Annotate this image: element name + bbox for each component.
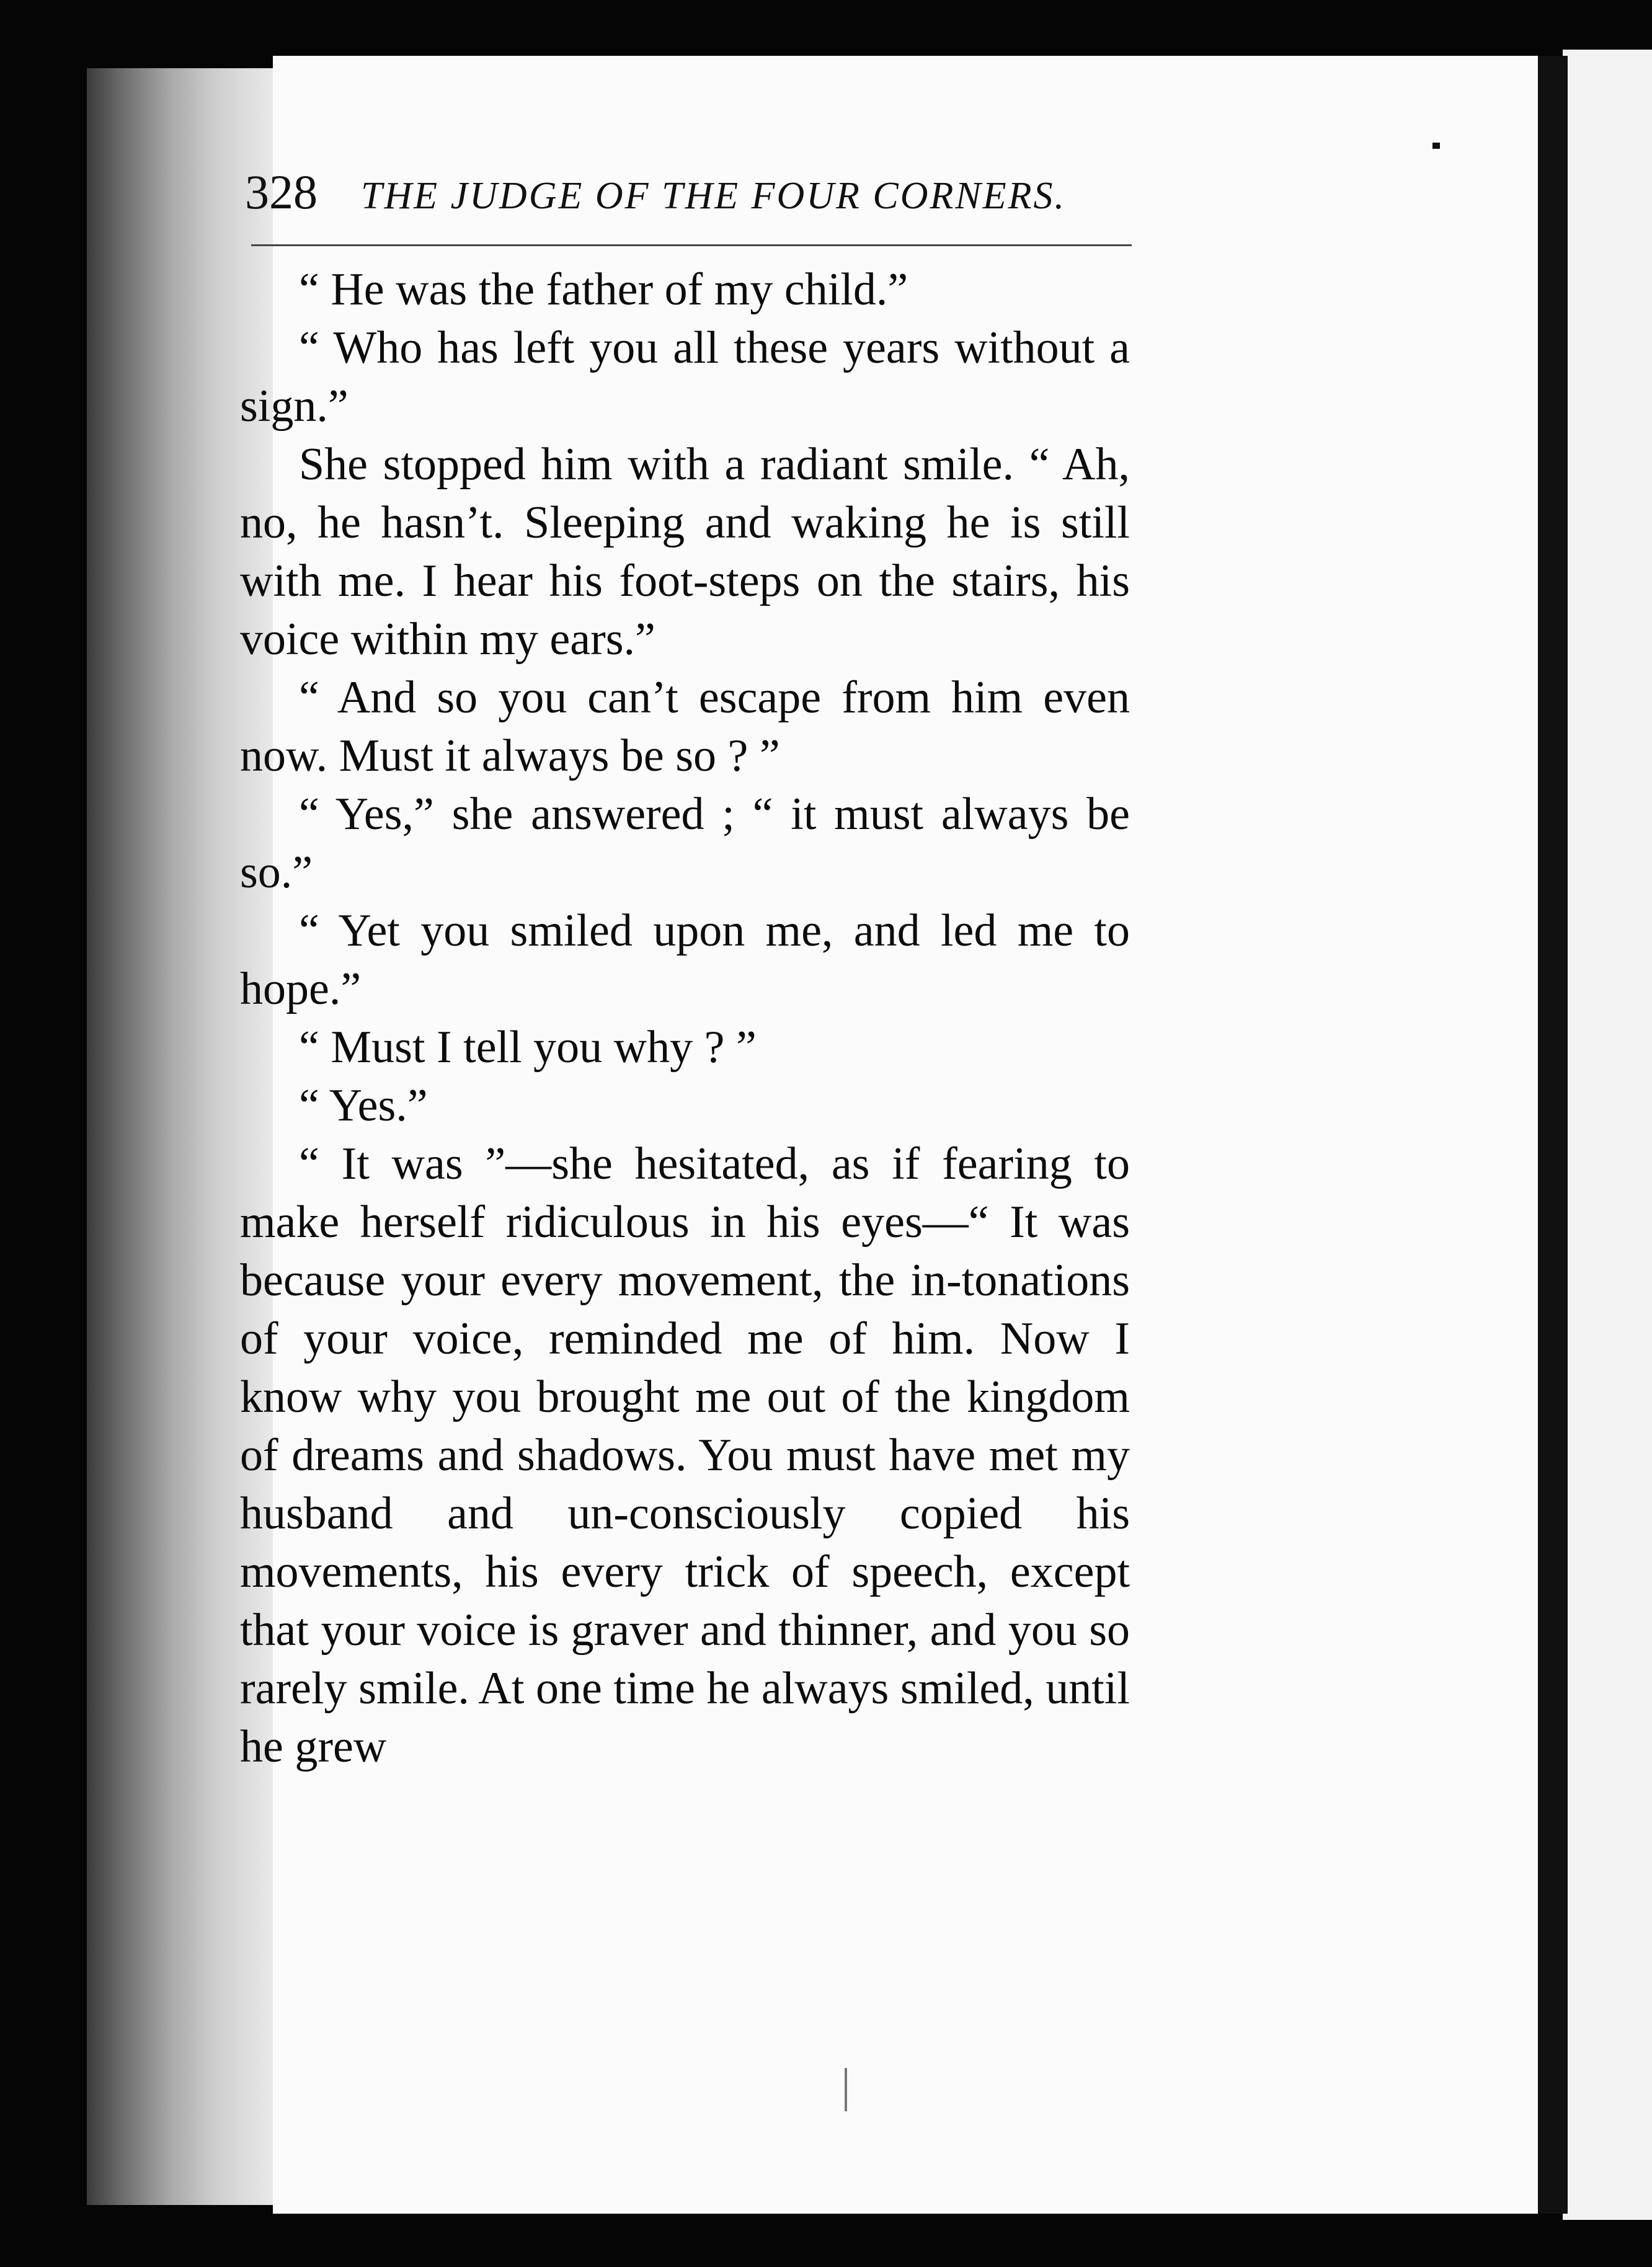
paragraph: “ Who has left you all these years without a sign.” <box>240 322 1130 432</box>
paragraph: “ And so you can’t escape from him even now. Must it always be so ? ” <box>240 672 1130 781</box>
page-number: 328 <box>245 165 318 219</box>
page-gutter-shadow <box>1537 56 1568 2214</box>
running-title: THE JUDGE OF THE FOUR CORNERS. <box>361 175 1067 217</box>
scan-speck <box>1432 143 1440 149</box>
paragraph: “ It was ”—she hesitated, as if fearing to make herself ridiculous in his eyes—“ It was because your every movement, the in-tonations of your voice, reminded me of him. Now I know why you brought me out of the kingdom of dreams and shadows. You must have met my husband and un-consciously copied his movements, his every trick of speech, except that your voice is graver and thinner, and you so rarely smile. At one time he always smiled, until he grew <box>240 1138 1130 1772</box>
running-head <box>245 164 1126 264</box>
paragraph: “ Yet you smiled upon me, and led me to hope.” <box>240 905 1130 1014</box>
paragraph: “ Yes.” <box>299 1080 428 1131</box>
body-text <box>240 260 1130 2071</box>
paragraph: “ Yes,” she answered ; “ it must always be so.” <box>240 789 1130 898</box>
paragraph: She stopped him with a radiant smile. “ Ah, no, he hasn’t. Sleeping and waking he is still with me. I hear his foot-steps on the stairs, his voice within my ears.” <box>240 439 1130 665</box>
facing-page-edge <box>1563 50 1652 2220</box>
paragraph: “ He was the father of my child.” <box>299 264 908 315</box>
header-rule <box>251 244 1132 246</box>
scan-speck <box>845 2068 847 2111</box>
paragraph: “ Must I tell you why ? ” <box>299 1022 757 1073</box>
